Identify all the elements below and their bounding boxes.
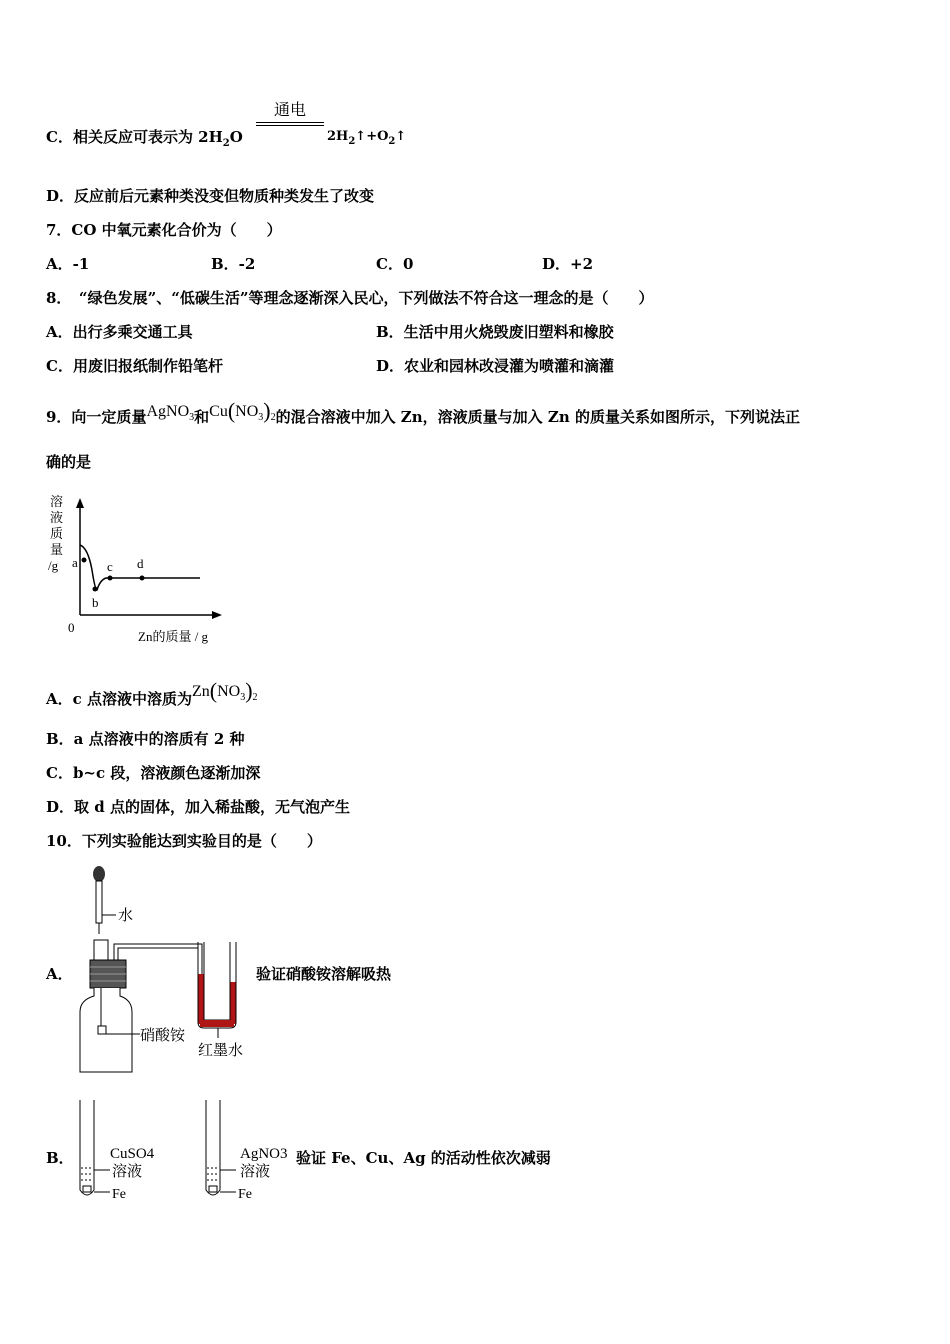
- q8-option-c: C．用废旧报纸制作铅笔杆: [46, 357, 223, 375]
- znno32-formula: $Zn(NO_3)_2$: [192, 678, 258, 703]
- y-axis-arrow: [76, 498, 84, 508]
- q6-products: $2H_2↑+O_2↑$: [327, 129, 407, 147]
- svg-text:/g: /g: [48, 558, 59, 573]
- point-d: [140, 576, 145, 581]
- x-axis-arrow: [212, 611, 222, 619]
- red-ink-right: [231, 982, 236, 1024]
- solution-label-2: 溶液: [240, 1164, 271, 1180]
- svg-text:量: 量: [50, 542, 64, 557]
- fe-label-1: Fe: [112, 1187, 126, 1202]
- label-a: a: [72, 555, 78, 570]
- q9-option-b: B．a 点溶液中的溶质有 2 种: [46, 730, 245, 748]
- point-c: [108, 576, 113, 581]
- q10-option-a-label: A．: [46, 965, 73, 983]
- q10-stem: 10．下列实验能达到实验目的是（ ）: [46, 832, 322, 850]
- q8-option-a: A．出行多乘交通工具: [46, 323, 193, 341]
- fe-strip-1: [83, 1186, 91, 1192]
- q9-stem: 9．向一定质量AgNO$_3$和$Cu(NO_3)_2$的混合溶液中加入 Zn，溶液质量与加入 Zn 的质量关系如图所示，下列说法正: [46, 398, 800, 426]
- q7-option-a: A．-1: [46, 255, 90, 273]
- q8-stem: 8． “绿色发展”、“低碳生活”等理念逐渐深入民心，下列做法不符合这一理念的是（ ）: [46, 289, 654, 307]
- solution-mass-graph: [40, 490, 240, 650]
- label-d: d: [137, 556, 144, 571]
- red-ink-bottom: [200, 1020, 234, 1027]
- reaction-condition: 通电: [256, 100, 324, 126]
- q7-option-d: D．+2: [542, 255, 594, 273]
- q6-option-d: D．反应前后元素种类没变但物质种类发生了改变: [46, 187, 375, 205]
- label-c: c: [107, 559, 113, 574]
- svg-text:质: 质: [50, 526, 64, 541]
- point-b: [93, 587, 98, 592]
- test-tube-2: [206, 1100, 220, 1195]
- q7-option-c: C．0: [376, 255, 414, 273]
- q7-option-b: B．-2: [211, 255, 256, 273]
- q9-option-a: A．c 点溶液中溶质为$Zn(NO_3)_2$: [46, 678, 258, 708]
- dropper-bulb: [93, 866, 105, 882]
- q9-option-c: C．b~c 段，溶液颜色逐渐加深: [46, 764, 261, 782]
- q7-stem: 7．CO 中氧元素化合价为（ ）: [46, 221, 282, 239]
- test-tube-1: [80, 1100, 94, 1195]
- apparatus-a: [70, 862, 260, 1077]
- agno3-label: AgNO3: [240, 1146, 288, 1162]
- fe-strip-2: [209, 1186, 217, 1192]
- x-axis-label: Zn的质量 / g: [138, 629, 209, 644]
- svg-text:液: 液: [50, 510, 64, 525]
- apparatus-b: [70, 1098, 300, 1208]
- q10-option-b-text: 验证 Fe、Cu、Ag 的活动性依次减弱: [296, 1149, 551, 1167]
- red-ink-label: 红墨水: [198, 1043, 244, 1059]
- q8-option-d: D．农业和园林改浸灌为喷灌和滴灌: [376, 357, 615, 375]
- label-b: b: [92, 595, 99, 610]
- agno3-formula: AgNO$_3$: [146, 403, 195, 423]
- q6-option-c: C．相关反应可表示为 $2H_2O$: [46, 128, 243, 149]
- q10-option-a-text: 验证硝酸铵溶解吸热: [256, 965, 392, 983]
- origin-label: 0: [68, 620, 75, 635]
- svg-text:溶: 溶: [50, 494, 64, 509]
- q9-option-d: D．取 d 点的固体，加入稀盐酸，无气泡产生: [46, 798, 350, 816]
- dropper-tube: [96, 881, 102, 923]
- q8-option-b: B．生活中用火烧毁废旧塑料和橡胶: [376, 323, 614, 341]
- q10-option-b-label: B．: [46, 1149, 74, 1167]
- q9-stem-line2: 确的是: [46, 453, 92, 471]
- water-label: 水: [118, 908, 134, 924]
- cuso4-label: CuSO4: [110, 1146, 155, 1162]
- red-ink-left: [199, 974, 204, 1024]
- nh4no3-label: 硝酸铵: [140, 1028, 186, 1044]
- point-a: [82, 558, 87, 563]
- y-axis-label: [48, 494, 63, 573]
- cuno32-formula: $Cu(NO_3)_2$: [209, 398, 276, 423]
- equals-sign: [256, 122, 324, 126]
- fe-label-2: Fe: [238, 1187, 252, 1202]
- solution-label-1: 溶液: [112, 1164, 143, 1180]
